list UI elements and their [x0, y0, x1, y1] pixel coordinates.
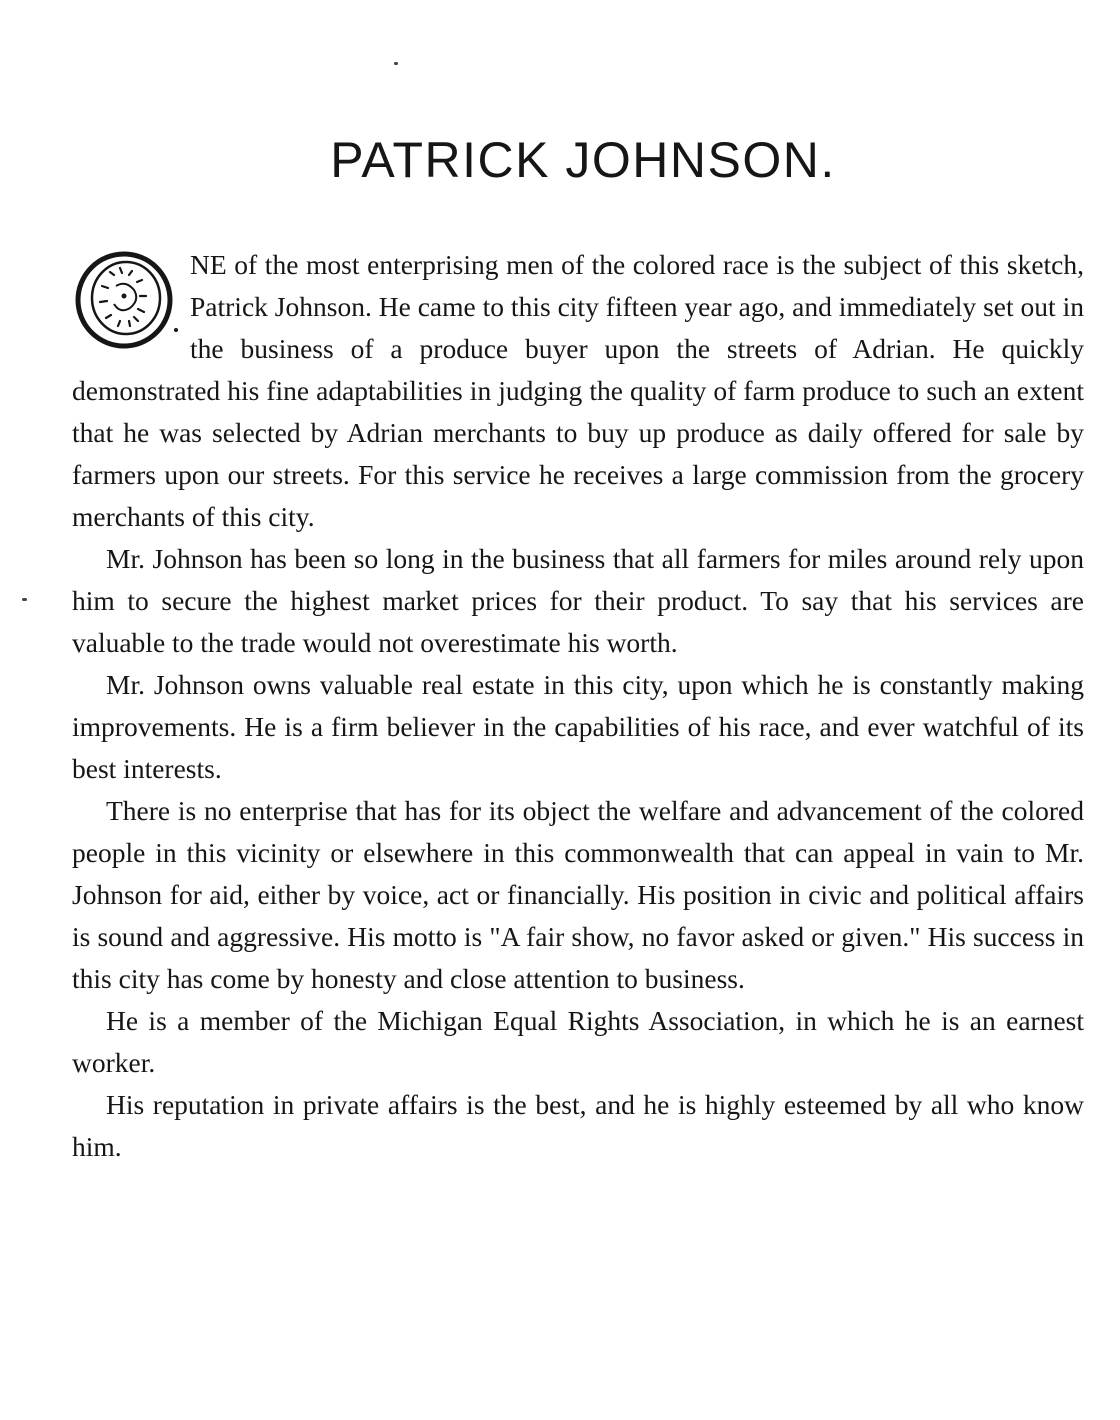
article-body — [72, 244, 1084, 1168]
paragraph-5: He is a member of the Michigan Equal Rights Association, in which he is an earnest worker. — [72, 1005, 1084, 1078]
paragraph-6: His reputation in private affairs is the best, and he is highly esteemed by all who know him. — [72, 1089, 1084, 1162]
paragraph-1-text: NE of the most enterprising men of the colored race is the subject of this sketch, Patrick Johnson. He came to this city fifteen year ago, and immediately set out in the business of a produce buyer upon the streets of Adrian. He quickly demonstrated his fine adaptabilities in judging the quality of farm produce to such an extent that he was selected by Adrian merchants to buy up produce as daily offered for sale by farmers upon our streets. For this service he receives a large commission from the grocery merchants of this city. — [72, 249, 1084, 532]
print-speck — [394, 62, 398, 65]
paragraph-4: There is no enterprise that has for its object the welfare and advancement of the colored people in this vicinity or elsewhere in this commonwealth that can appeal in vain to Mr. Johnson for aid, either by voice, act or financially. His position in civic and political affairs is sound and aggressive. His motto is "A fair show, no favor asked or given." His success in this city has come by honesty and close attention to business. — [72, 795, 1084, 994]
paragraph-2: Mr. Johnson has been so long in the business that all farmers for miles around rely upon him to secure the highest market prices for their product. To say that his services are valuable to the trade would not overestimate his worth. — [72, 543, 1084, 658]
paragraph-1 — [72, 244, 1084, 538]
page-title: PATRICK JOHNSON. — [330, 132, 836, 188]
paragraph-3: Mr. Johnson owns valuable real estate in this city, upon which he is constantly making improvements. He is a firm believer in the capabilities of his race, and ever watchful of its best interests. — [72, 669, 1084, 784]
print-speck — [22, 598, 27, 601]
ornamental-dropcap-icon — [72, 246, 182, 354]
